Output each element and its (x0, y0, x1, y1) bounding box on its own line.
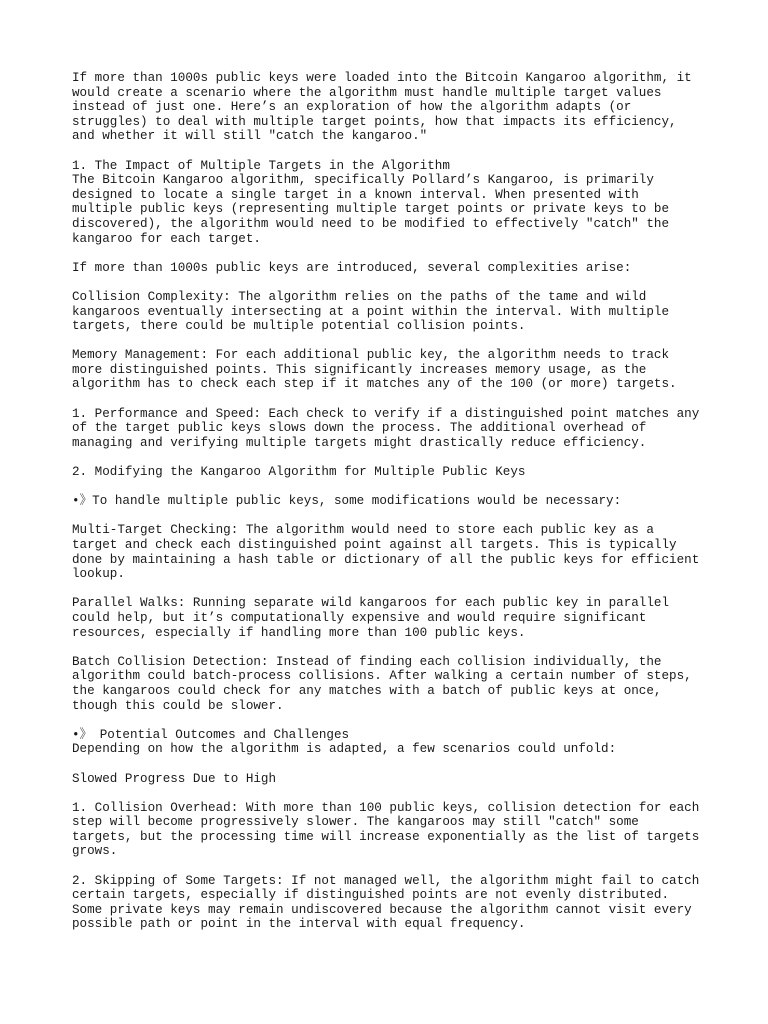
section-impact-paragraph: 1. The Impact of Multiple Targets in the Algorithm The Bitcoin Kangaroo algorithm, specifically Pollard’s Kangaroo, is primarily designed to locate a single target in a known interval. When presented with multiple public keys (representing multiple target points or private keys to be discovered), the algorithm would need to be modified to effectively "catch" the kangaroo for each target. (72, 158, 670, 246)
outcomes-heading-paragraph: •》 Potential Outcomes and Challenges Depending on how the algorithm is adapted, a few scenarios could unfold: (72, 727, 617, 757)
intro-paragraph: If more than 1000s public keys were loaded into the Bitcoin Kangaroo algorithm, it would create a scenario where the algorithm must handle multiple target values instead of just one. Here’s an exploration of how the algorithm adapts (or struggles) to deal with multiple target points, how that impacts its efficiency, and whether it will still "catch the kangaroo." (72, 71, 692, 144)
memory-management-paragraph: Memory Management: For each additional public key, the algorithm needs to track more distinguished points. This significantly increases memory usage, as the algorithm has to check each step if it matches any of the 100 (or more) targets. (72, 348, 677, 392)
parallel-walks-paragraph: Parallel Walks: Running separate wild kangaroos for each public key in parallel could help, but it’s computationally expensive and would require significant resources, especially if handling more than 100 public keys. (72, 596, 670, 640)
complexities-intro-paragraph: If more than 1000s public keys are introduced, several complexities arise: (72, 260, 632, 275)
collision-overhead-paragraph: 1. Collision Overhead: With more than 100 public keys, collision detection for each step will become progressively slower. The kangaroos may still "catch" some targets, but the processing time will increase exponentially as the list of targets grows. (72, 800, 700, 859)
document-body (72, 71, 712, 947)
skipping-targets-paragraph: 2. Skipping of Some Targets: If not managed well, the algorithm might fail to catch certain targets, especially if distinguished points are not evenly distributed. Some private keys may remain undiscovered because the algorithm cannot visit every possible path or point in the interval with equal frequency. (72, 873, 700, 932)
slowed-progress-heading: Slowed Progress Due to High (72, 771, 277, 786)
section-modifying-heading: 2. Modifying the Kangaroo Algorithm for Multiple Public Keys (72, 465, 526, 480)
collision-complexity-paragraph: Collision Complexity: The algorithm relies on the paths of the tame and wild kangaroos eventually intersecting at a point within the interval. With multiple targets, there could be multiple potential collision points. (72, 289, 670, 334)
performance-speed-paragraph: 1. Performance and Speed: Each check to verify if a distinguished point matches any of the target public keys slows down the process. The additional overhead of managing and verifying multiple targets might drastically reduce efficiency. (72, 406, 700, 450)
multi-target-checking-paragraph: Multi-Target Checking: The algorithm would need to store each public key as a target and check each distinguished point against all targets. This is typically done by maintaining a hash table or dictionary of all the public keys for efficient lookup. (72, 523, 700, 582)
batch-collision-paragraph: Batch Collision Detection: Instead of finding each collision individually, the algorithm could batch-process collisions. After walking a certain number of steps, the kangaroos could check for any matches with a batch of public keys at once, though this could be slower. (72, 654, 692, 713)
modifications-intro-paragraph: •》To handle multiple public keys, some modifications would be necessary: (72, 494, 622, 509)
